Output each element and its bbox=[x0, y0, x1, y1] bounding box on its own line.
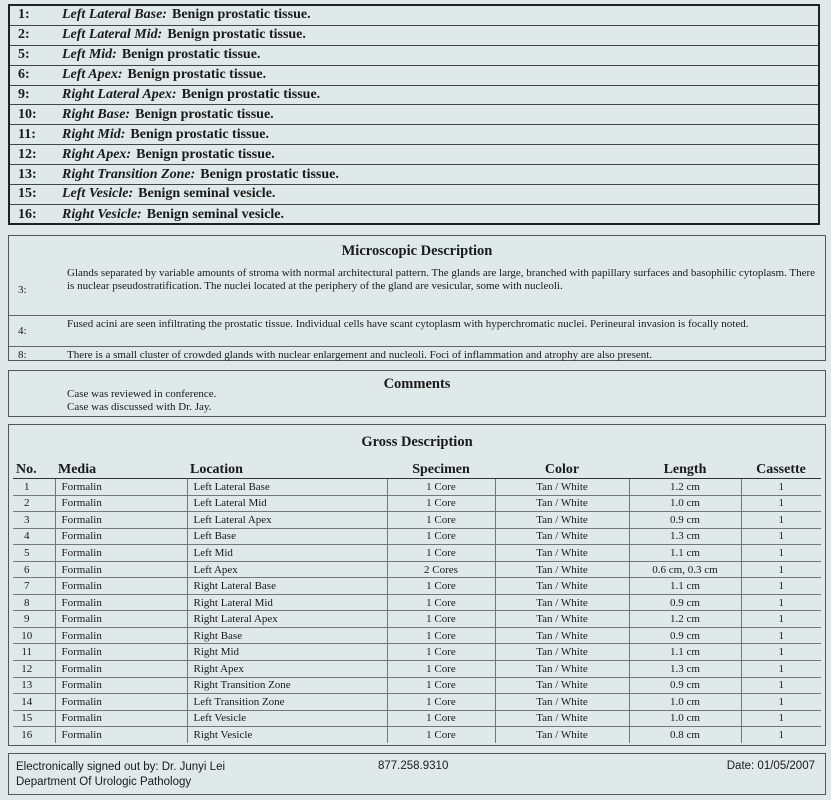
table-row bbox=[13, 694, 821, 711]
microscopic-item-text: Glands separated by variable amounts of stroma with normal architectural pattern. The glands are large, branched with papillary surfaces and basophilic cytoplasm. There is nuclear pseudostratification. The nuclei located at the periphery of the gland are vesicular, some with nucleoli. bbox=[67, 267, 816, 292]
col-header-cassette: Cassette bbox=[741, 461, 821, 479]
cell-cassette: 1 bbox=[741, 495, 821, 512]
cell-length: 0.6 cm, 0.3 cm bbox=[629, 561, 741, 578]
signature-block bbox=[16, 760, 225, 790]
diagnosis-location: Right Lateral Apex: bbox=[62, 87, 177, 102]
cell-specimen: 1 Core bbox=[387, 627, 495, 644]
cell-specimen: 1 Core bbox=[387, 578, 495, 595]
cell-location: Right Lateral Base bbox=[187, 578, 387, 595]
diagnosis-finding: Benign prostatic tissue. bbox=[181, 87, 321, 102]
table-row bbox=[13, 644, 821, 661]
table-row bbox=[13, 479, 821, 496]
diagnosis-finding: Benign prostatic tissue. bbox=[171, 7, 311, 23]
cell-no: 2 bbox=[13, 495, 55, 512]
cell-location: Right Apex bbox=[187, 661, 387, 678]
cell-location: Left Lateral Base bbox=[187, 479, 387, 496]
cell-length: 0.9 cm bbox=[629, 677, 741, 694]
cell-no: 10 bbox=[13, 627, 55, 644]
microscopic-item-number: 4: bbox=[18, 324, 27, 337]
cell-media: Formalin bbox=[55, 495, 187, 512]
diagnosis-finding: Benign seminal vesicle. bbox=[138, 186, 276, 202]
cell-location: Right Vesicle bbox=[187, 727, 387, 743]
microscopic-item-text: Fused acini are seen infiltrating the prostatic tissue. Individual cells have scant cytoplasm with hyperchromatic nuclei. Perineural invasion is focally noted. bbox=[67, 318, 749, 330]
cell-length: 0.9 cm bbox=[629, 594, 741, 611]
diagnosis-row bbox=[10, 165, 818, 185]
cell-specimen: 1 Core bbox=[387, 644, 495, 661]
cell-color: Tan / White bbox=[495, 512, 629, 529]
cell-cassette: 1 bbox=[741, 611, 821, 628]
cell-media: Formalin bbox=[55, 561, 187, 578]
cell-length: 1.0 cm bbox=[629, 495, 741, 512]
cell-no: 6 bbox=[13, 561, 55, 578]
cell-color: Tan / White bbox=[495, 528, 629, 545]
diagnosis-row bbox=[10, 26, 818, 46]
phone-number: 877.258.9310 bbox=[378, 760, 449, 772]
table-row bbox=[13, 512, 821, 529]
diagnosis-location: Left Vesicle: bbox=[62, 186, 134, 202]
diagnosis-number: 9: bbox=[18, 87, 30, 102]
diagnosis-row bbox=[10, 6, 818, 26]
comments-section bbox=[8, 370, 826, 417]
col-header-no: No. bbox=[13, 461, 55, 479]
cell-no: 3 bbox=[13, 512, 55, 529]
cell-location: Left Base bbox=[187, 528, 387, 545]
cell-media: Formalin bbox=[55, 677, 187, 694]
diagnosis-number: 13: bbox=[18, 166, 37, 182]
diagnosis-finding: Benign prostatic tissue. bbox=[121, 47, 261, 63]
cell-no: 9 bbox=[13, 611, 55, 628]
diagnosis-number: 6: bbox=[18, 67, 30, 83]
diagnosis-number: 12: bbox=[18, 146, 37, 162]
cell-length: 1.1 cm bbox=[629, 545, 741, 562]
cell-media: Formalin bbox=[55, 644, 187, 661]
cell-specimen: 1 Core bbox=[387, 594, 495, 611]
report-date: Date: 01/05/2007 bbox=[726, 760, 815, 772]
table-row bbox=[13, 611, 821, 628]
table-row bbox=[13, 545, 821, 562]
department-name: Department Of Urologic Pathology bbox=[16, 776, 192, 788]
cell-specimen: 2 Cores bbox=[387, 561, 495, 578]
cell-length: 0.9 cm bbox=[629, 627, 741, 644]
diagnosis-row bbox=[10, 66, 818, 86]
table-row bbox=[13, 677, 821, 694]
cell-specimen: 1 Core bbox=[387, 528, 495, 545]
cell-no: 16 bbox=[21, 728, 33, 741]
diagnosis-row bbox=[10, 46, 818, 66]
diagnosis-row bbox=[10, 145, 818, 165]
col-header-color: Color bbox=[495, 461, 629, 479]
cell-no: 12 bbox=[13, 661, 55, 678]
cell-cassette: 1 bbox=[741, 528, 821, 545]
cell-no: 8 bbox=[13, 594, 55, 611]
gross-table bbox=[13, 461, 821, 743]
cell-length: 1.3 cm bbox=[629, 528, 741, 545]
cell-media: Formalin bbox=[55, 594, 187, 611]
cell-location: Right Transition Zone bbox=[187, 677, 387, 694]
table-row bbox=[13, 528, 821, 545]
diagnosis-row bbox=[10, 205, 818, 225]
cell-media: Formalin bbox=[55, 627, 187, 644]
cell-length: 1.3 cm bbox=[629, 661, 741, 678]
cell-cassette: 1 bbox=[741, 694, 821, 711]
cell-no: 5 bbox=[13, 545, 55, 562]
cell-specimen: 1 Core bbox=[387, 495, 495, 512]
cell-cassette: 1 bbox=[741, 661, 821, 678]
diagnosis-finding: Benign prostatic tissue. bbox=[167, 27, 306, 43]
cell-cassette: 1 bbox=[741, 578, 821, 595]
cell-location: Left Apex bbox=[187, 561, 387, 578]
cell-color: Tan / White bbox=[495, 710, 629, 727]
cell-no: 13 bbox=[13, 677, 55, 694]
cell-media: Formalin bbox=[55, 528, 187, 545]
cell-media: Formalin bbox=[55, 661, 187, 678]
cell-cassette: 1 bbox=[741, 727, 821, 743]
table-row bbox=[13, 627, 821, 644]
microscopic-item bbox=[9, 315, 825, 346]
cell-media: Formalin bbox=[55, 578, 187, 595]
cell-location: Left Lateral Apex bbox=[187, 512, 387, 529]
gross-description bbox=[8, 424, 826, 746]
diagnosis-finding: Benign prostatic tissue. bbox=[135, 106, 274, 122]
diagnosis-location: Right Apex: bbox=[62, 146, 132, 162]
cell-color: Tan / White bbox=[495, 677, 629, 694]
comment-line: Case was reviewed in conference. bbox=[67, 388, 217, 400]
microscopic-item bbox=[9, 265, 825, 315]
cell-cassette: 1 bbox=[741, 644, 821, 661]
table-row bbox=[13, 727, 821, 743]
diagnosis-number: 15: bbox=[18, 186, 37, 202]
gross-table-header-row bbox=[13, 461, 821, 479]
microscopic-description bbox=[8, 235, 826, 361]
signed-out-by: Electronically signed out by: Dr. Junyi Lei bbox=[16, 761, 226, 773]
comment-line: Case was discussed with Dr. Jay. bbox=[67, 400, 212, 413]
col-header-media: Media bbox=[55, 461, 187, 479]
cell-media: Formalin bbox=[55, 611, 187, 628]
microscopic-item bbox=[9, 346, 825, 363]
diagnosis-list bbox=[8, 4, 820, 225]
cell-length: 1.0 cm bbox=[629, 710, 741, 727]
diagnosis-number: 5: bbox=[18, 47, 30, 63]
table-row bbox=[13, 594, 821, 611]
cell-specimen: 1 Core bbox=[387, 727, 495, 743]
cell-length: 1.1 cm bbox=[629, 644, 741, 661]
cell-media: Formalin bbox=[55, 479, 187, 496]
cell-color: Tan / White bbox=[495, 644, 629, 661]
microscopic-item-number: 8: bbox=[18, 348, 27, 361]
cell-cassette: 1 bbox=[741, 627, 821, 644]
cell-color: Tan / White bbox=[495, 545, 629, 562]
cell-specimen: 1 Core bbox=[387, 545, 495, 562]
diagnosis-location: Right Base: bbox=[62, 106, 131, 122]
diagnosis-row bbox=[10, 86, 818, 106]
col-header-specimen: Specimen bbox=[387, 461, 495, 479]
diagnosis-location: Right Vesicle: bbox=[62, 206, 142, 222]
cell-no: 1 bbox=[13, 479, 55, 496]
diagnosis-location: Left Mid: bbox=[62, 47, 117, 63]
cell-color: Tan / White bbox=[495, 578, 629, 595]
col-header-location: Location bbox=[187, 461, 387, 479]
diagnosis-location: Left Lateral Mid: bbox=[62, 27, 163, 43]
diagnosis-number: 1: bbox=[18, 7, 30, 23]
diagnosis-number: 11: bbox=[18, 126, 36, 142]
cell-location: Right Mid bbox=[187, 644, 387, 661]
table-row bbox=[13, 710, 821, 727]
cell-media: Formalin bbox=[55, 727, 187, 743]
cell-specimen: 1 Core bbox=[387, 694, 495, 711]
cell-media: Formalin bbox=[55, 545, 187, 562]
cell-color: Tan / White bbox=[495, 627, 629, 644]
diagnosis-row bbox=[10, 125, 818, 145]
cell-location: Right Lateral Mid bbox=[187, 594, 387, 611]
cell-cassette: 1 bbox=[741, 677, 821, 694]
cell-length: 1.2 cm bbox=[629, 479, 741, 496]
cell-no: 15 bbox=[13, 710, 55, 727]
cell-specimen: 1 Core bbox=[387, 677, 495, 694]
diagnosis-number: 2: bbox=[18, 27, 30, 43]
table-row bbox=[13, 561, 821, 578]
comments-title: Comments bbox=[383, 376, 451, 392]
diagnosis-finding: Benign seminal vesicle. bbox=[146, 206, 285, 222]
cell-specimen: 1 Core bbox=[387, 661, 495, 678]
cell-location: Left Vesicle bbox=[187, 710, 387, 727]
cell-no: 7 bbox=[13, 578, 55, 595]
cell-location: Left Mid bbox=[187, 545, 387, 562]
cell-color: Tan / White bbox=[495, 594, 629, 611]
microscopic-item-text: There is a small cluster of crowded glands with nuclear enlargement and nucleoli. Foci of inflammation and atrophy are also present. bbox=[67, 349, 653, 361]
cell-length: 1.2 cm bbox=[629, 611, 741, 628]
signature-footer bbox=[8, 753, 826, 795]
cell-cassette: 1 bbox=[741, 594, 821, 611]
cell-length: 1.1 cm bbox=[629, 578, 741, 595]
cell-length: 0.9 cm bbox=[629, 512, 741, 529]
diagnosis-location: Left Lateral Base: bbox=[62, 7, 167, 23]
diagnosis-location: Left Apex: bbox=[62, 67, 123, 83]
cell-color: Tan / White bbox=[495, 727, 629, 743]
cell-no: 11 bbox=[13, 644, 55, 661]
cell-specimen: 1 Core bbox=[387, 611, 495, 628]
cell-location: Right Lateral Apex bbox=[187, 611, 387, 628]
cell-cassette: 1 bbox=[741, 710, 821, 727]
cell-cassette: 1 bbox=[741, 479, 821, 496]
diagnosis-finding: Benign prostatic tissue. bbox=[200, 166, 339, 182]
diagnosis-row bbox=[10, 105, 818, 125]
cell-color: Tan / White bbox=[495, 611, 629, 628]
cell-no: 4 bbox=[13, 528, 55, 545]
diagnosis-finding: Benign prostatic tissue. bbox=[136, 146, 275, 162]
table-row bbox=[13, 661, 821, 678]
cell-location: Left Lateral Mid bbox=[187, 495, 387, 512]
cell-length: 1.0 cm bbox=[629, 694, 741, 711]
cell-specimen: 1 Core bbox=[387, 512, 495, 529]
col-header-length: Length bbox=[629, 461, 741, 479]
cell-cassette: 1 bbox=[741, 512, 821, 529]
comments-body bbox=[67, 388, 216, 413]
cell-cassette: 1 bbox=[741, 545, 821, 562]
table-row bbox=[13, 578, 821, 595]
microscopic-title: Microscopic Description bbox=[341, 243, 493, 259]
diagnosis-finding: Benign prostatic tissue. bbox=[130, 126, 269, 142]
cell-location: Left Transition Zone bbox=[187, 694, 387, 711]
cell-location: Right Base bbox=[187, 627, 387, 644]
diagnosis-number: 10: bbox=[18, 106, 37, 122]
gross-title: Gross Description bbox=[361, 434, 473, 450]
diagnosis-finding: Benign prostatic tissue. bbox=[127, 67, 267, 83]
cell-media: Formalin bbox=[55, 694, 187, 711]
cell-cassette: 1 bbox=[741, 561, 821, 578]
cell-color: Tan / White bbox=[495, 561, 629, 578]
diagnosis-row bbox=[10, 185, 818, 205]
cell-no: 14 bbox=[13, 694, 55, 711]
diagnosis-number: 16: bbox=[18, 206, 37, 222]
microscopic-item-number: 3: bbox=[18, 283, 27, 296]
cell-color: Tan / White bbox=[495, 495, 629, 512]
table-row bbox=[13, 495, 821, 512]
diagnosis-location: Right Mid: bbox=[62, 126, 126, 142]
cell-media: Formalin bbox=[55, 710, 187, 727]
cell-specimen: 1 Core bbox=[387, 479, 495, 496]
cell-color: Tan / White bbox=[495, 479, 629, 496]
cell-length: 0.8 cm bbox=[629, 727, 741, 743]
cell-media: Formalin bbox=[55, 512, 187, 529]
diagnosis-location: Right Transition Zone: bbox=[62, 166, 196, 182]
cell-specimen: 1 Core bbox=[387, 710, 495, 727]
cell-color: Tan / White bbox=[495, 694, 629, 711]
cell-color: Tan / White bbox=[495, 661, 629, 678]
